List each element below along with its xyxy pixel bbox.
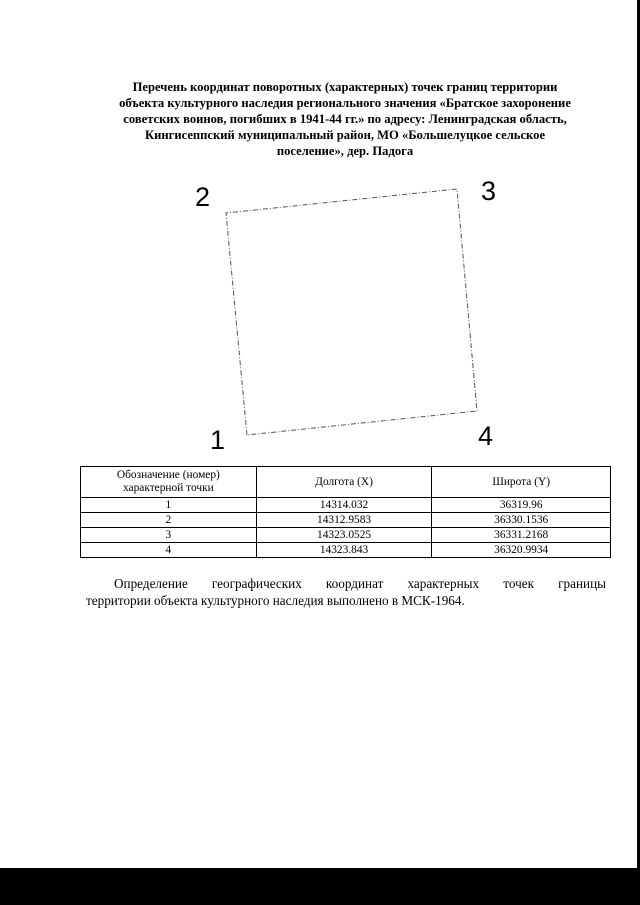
column-header-longitude: Долгота (X) [256, 467, 432, 498]
boundary-polygon [226, 189, 477, 435]
table-cell: 36319.96 [432, 498, 611, 513]
table-cell: 2 [81, 513, 257, 528]
title-line: поселение», дер. Падога [276, 144, 414, 158]
table-row [81, 543, 611, 558]
point-label-4: 4 [478, 421, 494, 451]
table-cell: 14323.0525 [256, 528, 432, 543]
title-line: Перечень координат поворотных (характерных) точек границ территории [132, 80, 558, 94]
note-line: территории объекта культурного наследия выполнено в МСК-1964. [86, 593, 465, 608]
table-cell: 1 [81, 498, 257, 513]
table-cell: 14314.032 [256, 498, 432, 513]
column-header-latitude: Широта (Y) [432, 467, 611, 498]
bottom-black-band [0, 868, 640, 905]
column-header-point-number: Обозначение (номер) характерной точки [81, 467, 257, 498]
table-cell: 4 [81, 543, 257, 558]
coordinate-system-note [86, 575, 606, 609]
table-cell: 36330.1536 [432, 513, 611, 528]
title-line: Кингисеппский муниципальный район, МО «Большелуцкое сельское [144, 128, 546, 142]
table-cell: 36331.2168 [432, 528, 611, 543]
title-line: объекта культурного наследия регионального значения «Братское захоронение [119, 96, 571, 110]
table-cell: 36320.9934 [432, 543, 611, 558]
table-cell: 3 [81, 528, 257, 543]
title-line: советских воинов, погибших в 1941-44 гг.» по адресу: Ленинградская область, [123, 112, 567, 126]
table-row [81, 513, 611, 528]
table-header-row [81, 467, 611, 498]
table-row [81, 498, 611, 513]
point-label-1: 1 [210, 425, 226, 455]
table-cell: 14323.843 [256, 543, 432, 558]
point-label-2: 2 [195, 182, 211, 212]
note-line: Определение географических координат характерных точек границы [114, 576, 606, 591]
coordinates-table [80, 466, 611, 558]
table-cell: 14312.9583 [256, 513, 432, 528]
point-label-3: 3 [481, 176, 497, 206]
table-row [81, 528, 611, 543]
